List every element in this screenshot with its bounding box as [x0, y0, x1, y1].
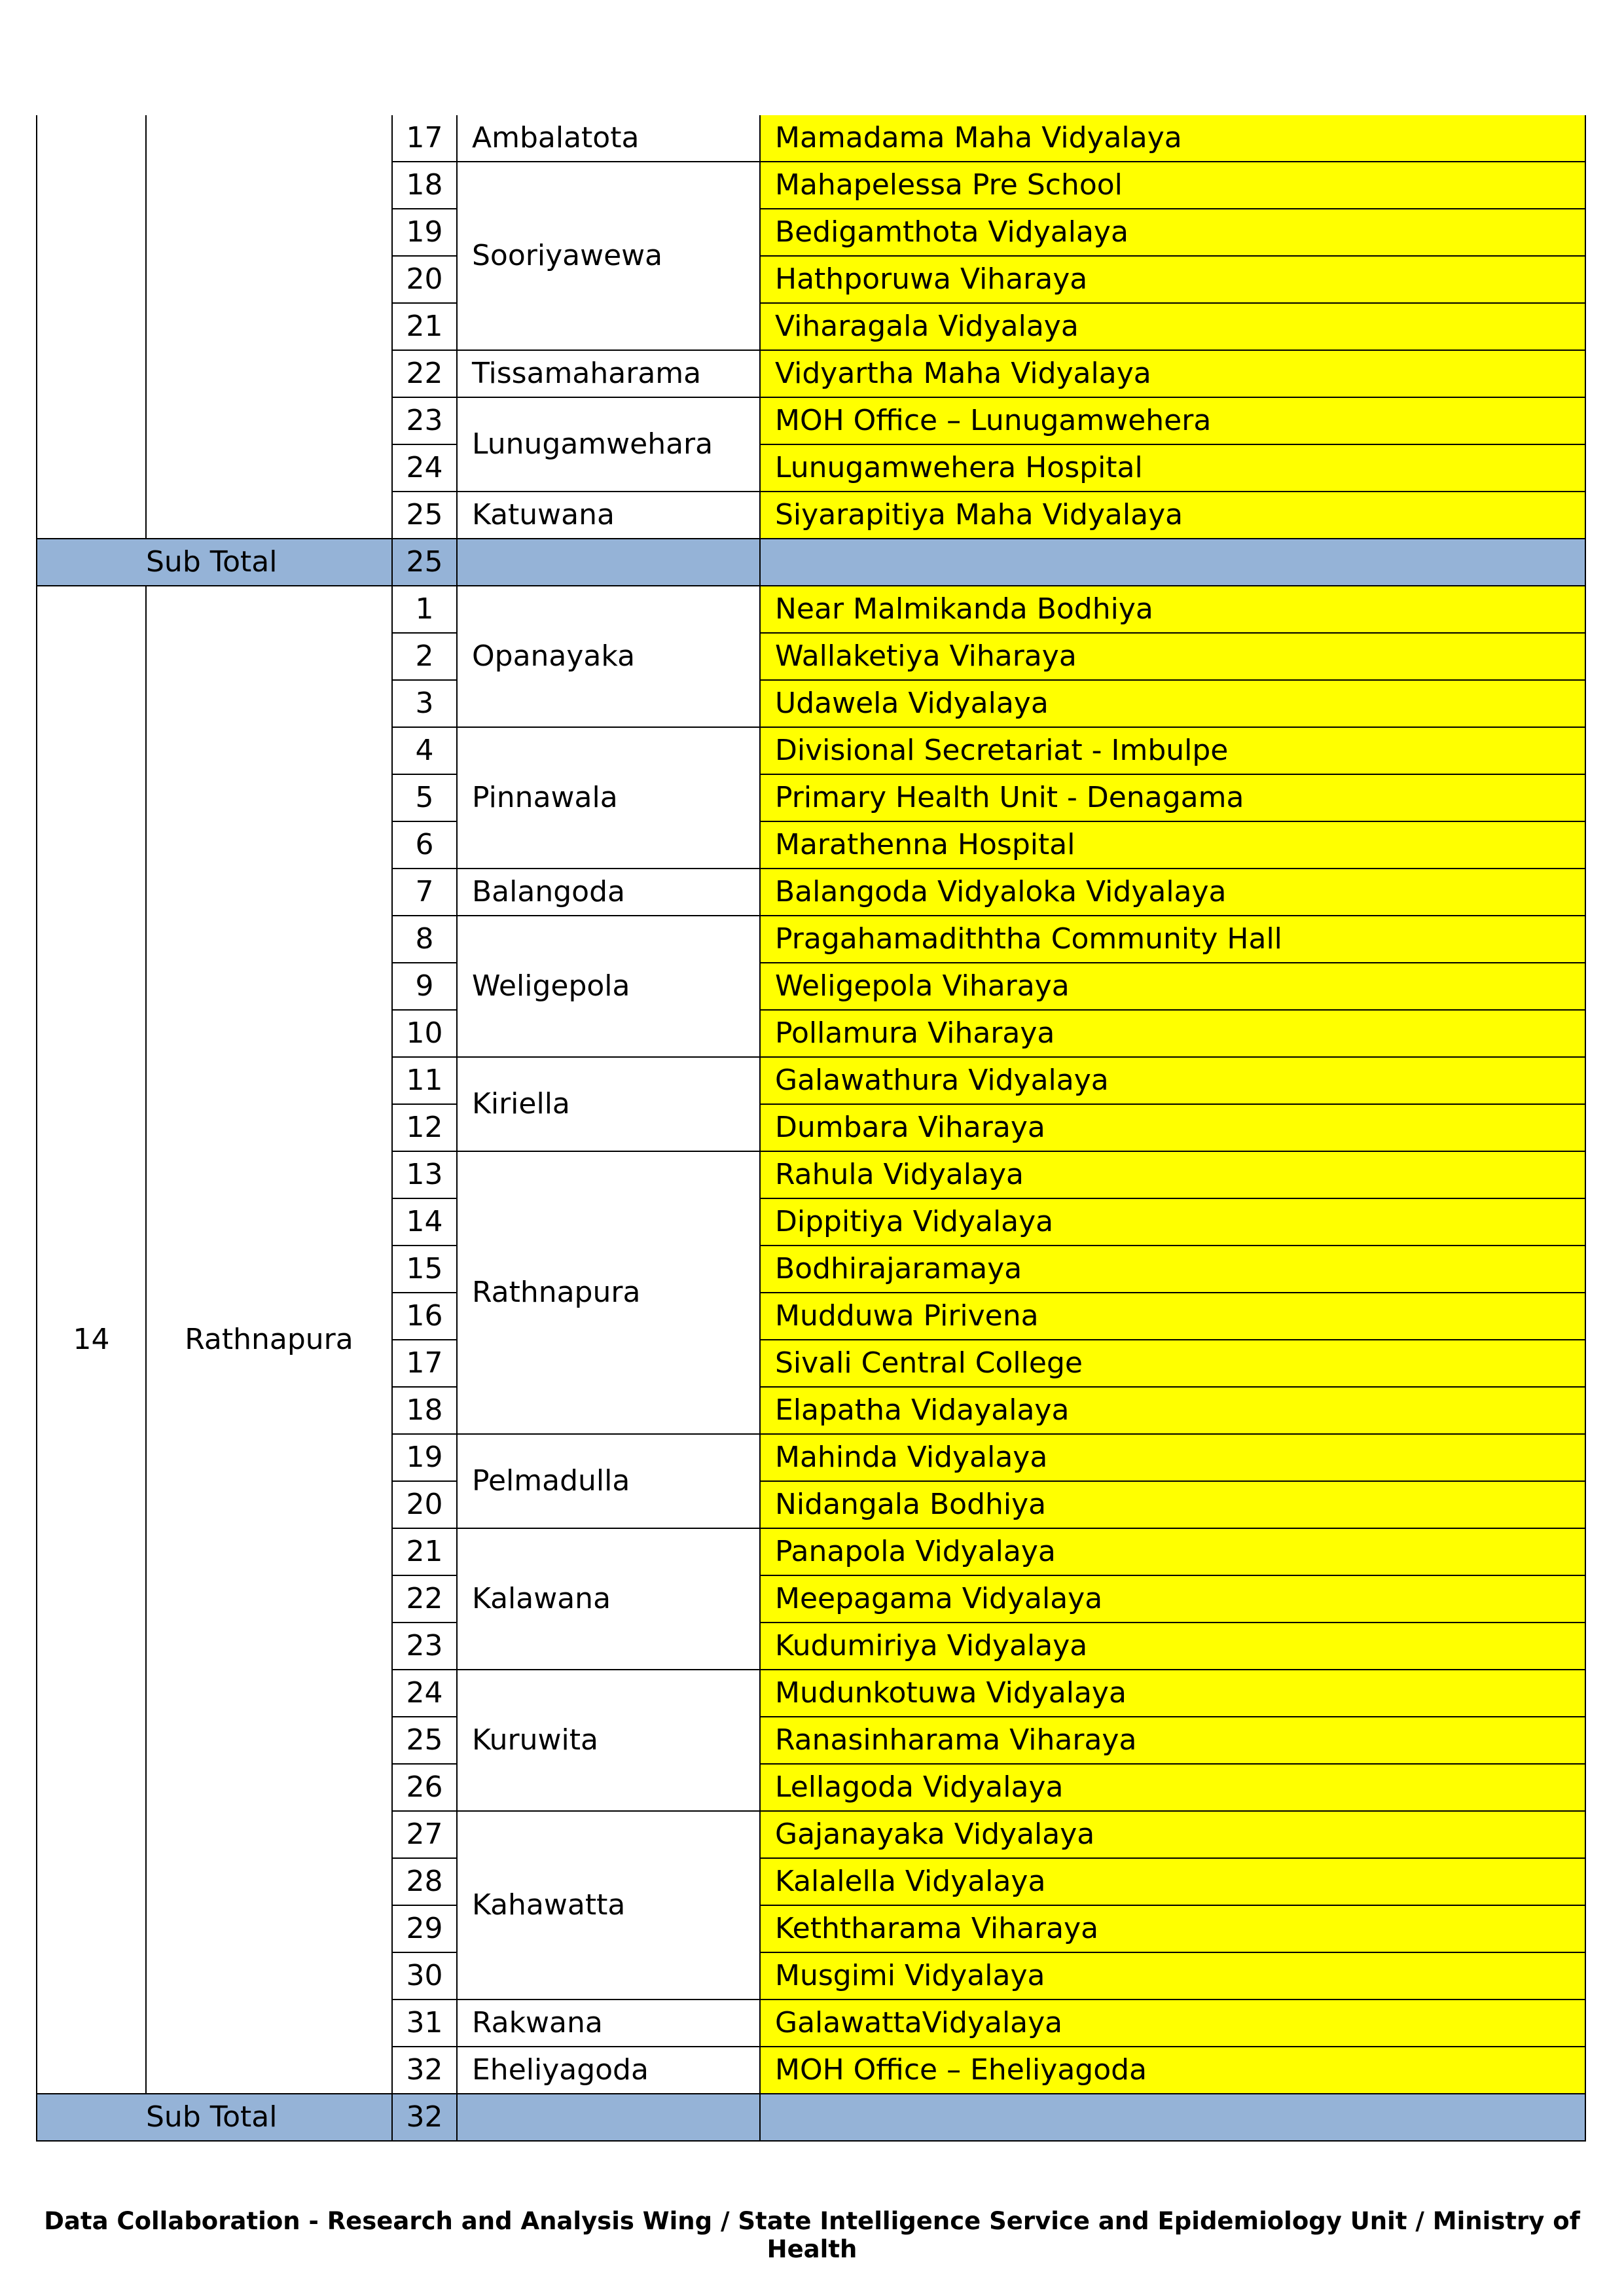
row-number: 23	[392, 397, 457, 444]
row-number: 10	[392, 1010, 457, 1057]
row-number: 18	[392, 162, 457, 209]
row-number: 24	[392, 444, 457, 492]
centre-location: Primary Health Unit - Denagama	[760, 774, 1585, 821]
centre-location: Vidyartha Maha Vidyalaya	[760, 350, 1585, 397]
moh-area: Pelmadulla	[457, 1434, 760, 1528]
moh-area: Rakwana	[457, 2000, 760, 2047]
centre-location: Hathporuwa Viharaya	[760, 256, 1585, 303]
centre-location: Lunugamwehera Hospital	[760, 444, 1585, 492]
centre-location: Near Malmikanda Bodhiya	[760, 586, 1585, 633]
district-name: Rathnapura	[146, 586, 392, 2094]
centre-location: Mudunkotuwa Vidyalaya	[760, 1670, 1585, 1717]
row-number: 18	[392, 1387, 457, 1434]
centre-location: Pollamura Viharaya	[760, 1010, 1585, 1057]
row-number: 28	[392, 1858, 457, 1905]
row-number: 25	[392, 492, 457, 539]
row-number: 23	[392, 1623, 457, 1670]
subtotal-label: Sub Total	[146, 539, 392, 586]
centre-location: Elapatha Vidayalaya	[760, 1387, 1585, 1434]
row-number: 15	[392, 1246, 457, 1293]
centre-location: Marathenna Hospital	[760, 821, 1585, 869]
moh-area: Rathnapura	[457, 1151, 760, 1434]
centre-location: Keththarama Viharaya	[760, 1905, 1585, 1952]
moh-area: Tissamaharama	[457, 350, 760, 397]
centre-location: Divisional Secretariat - Imbulpe	[760, 727, 1585, 774]
centre-location: Wallaketiya Viharaya	[760, 633, 1585, 680]
moh-area: Katuwana	[457, 492, 760, 539]
row-number: 25	[392, 1717, 457, 1764]
row-number: 20	[392, 1481, 457, 1528]
row-number: 31	[392, 2000, 457, 2047]
centre-location: Panapola Vidyalaya	[760, 1528, 1585, 1575]
row-number: 1	[392, 586, 457, 633]
row-number: 11	[392, 1057, 457, 1104]
subtotal-row	[37, 539, 1585, 586]
row-number: 24	[392, 1670, 457, 1717]
row-number: 12	[392, 1104, 457, 1151]
centre-location: MOH Office – Eheliyagoda	[760, 2047, 1585, 2094]
row-number: 21	[392, 303, 457, 350]
centre-location: Meepagama Vidyalaya	[760, 1575, 1585, 1623]
centre-location: MOH Office – Lunugamwehera	[760, 397, 1585, 444]
centre-location: Mudduwa Pirivena	[760, 1293, 1585, 1340]
centre-location: Dippitiya Vidyalaya	[760, 1198, 1585, 1246]
district-number: 14	[37, 586, 146, 2094]
moh-area: Kuruwita	[457, 1670, 760, 1811]
row-number: 22	[392, 350, 457, 397]
row-number: 21	[392, 1528, 457, 1575]
centre-location: Siyarapitiya Maha Vidyalaya	[760, 492, 1585, 539]
row-number: 26	[392, 1764, 457, 1811]
centre-location: Kudumiriya Vidyalaya	[760, 1623, 1585, 1670]
row-number: 17	[392, 1340, 457, 1387]
centre-location: Lellagoda Vidyalaya	[760, 1764, 1585, 1811]
row-number: 3	[392, 680, 457, 727]
row-number: 22	[392, 1575, 457, 1623]
row-number: 19	[392, 209, 457, 256]
moh-area: Eheliyagoda	[457, 2047, 760, 2094]
centre-location: Nidangala Bodhiya	[760, 1481, 1585, 1528]
subtotal-label: Sub Total	[146, 2094, 392, 2141]
table-row	[37, 586, 1585, 633]
district-name-cell	[146, 115, 392, 539]
row-number: 7	[392, 869, 457, 916]
moh-area: Ambalatota	[457, 115, 760, 162]
page-footer: Data Collaboration - Research and Analysis Wing / State Intelligence Service and Epidemiology Unit / Ministry of Health	[44, 2207, 1580, 2263]
moh-area: Opanayaka	[457, 586, 760, 727]
centre-location: Dumbara Viharaya	[760, 1104, 1585, 1151]
centre-location: Pragahamadiththa Community Hall	[760, 916, 1585, 963]
moh-area: Sooriyawewa	[457, 162, 760, 350]
row-number: 9	[392, 963, 457, 1010]
row-number: 32	[392, 2047, 457, 2094]
row-number: 20	[392, 256, 457, 303]
centre-location: Gajanayaka Vidyalaya	[760, 1811, 1585, 1858]
row-number: 4	[392, 727, 457, 774]
row-number: 13	[392, 1151, 457, 1198]
centre-location: GalawattaVidyalaya	[760, 2000, 1585, 2047]
moh-area: Kalawana	[457, 1528, 760, 1670]
centre-location: Sivali Central College	[760, 1340, 1585, 1387]
row-number: 19	[392, 1434, 457, 1481]
centre-location: Ranasinharama Viharaya	[760, 1717, 1585, 1764]
subtotal-row	[37, 2094, 1585, 2141]
moh-area: Balangoda	[457, 869, 760, 916]
centre-location: Weligepola Viharaya	[760, 963, 1585, 1010]
subtotal-value: 25	[392, 539, 457, 586]
row-number: 14	[392, 1198, 457, 1246]
centre-location: Udawela Vidyalaya	[760, 680, 1585, 727]
district-no-cell	[37, 115, 146, 539]
row-number: 6	[392, 821, 457, 869]
centre-location: Mamadama Maha Vidyalaya	[760, 115, 1585, 162]
centre-location: Bedigamthota Vidyalaya	[760, 209, 1585, 256]
centre-location: Viharagala Vidyalaya	[760, 303, 1585, 350]
moh-area: Weligepola	[457, 916, 760, 1057]
centre-location: Mahapelessa Pre School	[760, 162, 1585, 209]
centre-location: Galawathura Vidyalaya	[760, 1057, 1585, 1104]
centre-location: Mahinda Vidyalaya	[760, 1434, 1585, 1481]
centre-location: Bodhirajaramaya	[760, 1246, 1585, 1293]
row-number: 27	[392, 1811, 457, 1858]
row-number: 5	[392, 774, 457, 821]
subtotal-value: 32	[392, 2094, 457, 2141]
row-number: 29	[392, 1905, 457, 1952]
row-number: 2	[392, 633, 457, 680]
centre-location: Musgimi Vidyalaya	[760, 1952, 1585, 2000]
centre-location: Rahula Vidyalaya	[760, 1151, 1585, 1198]
table-row	[37, 115, 1585, 162]
vaccination-centres-table	[36, 115, 1586, 2142]
moh-area: Lunugamwehara	[457, 397, 760, 492]
row-number: 17	[392, 115, 457, 162]
row-number: 8	[392, 916, 457, 963]
centre-location: Kalalella Vidyalaya	[760, 1858, 1585, 1905]
moh-area: Kiriella	[457, 1057, 760, 1151]
row-number: 16	[392, 1293, 457, 1340]
row-number: 30	[392, 1952, 457, 2000]
moh-area: Kahawatta	[457, 1811, 760, 2000]
moh-area: Pinnawala	[457, 727, 760, 869]
centre-location: Balangoda Vidyaloka Vidyalaya	[760, 869, 1585, 916]
